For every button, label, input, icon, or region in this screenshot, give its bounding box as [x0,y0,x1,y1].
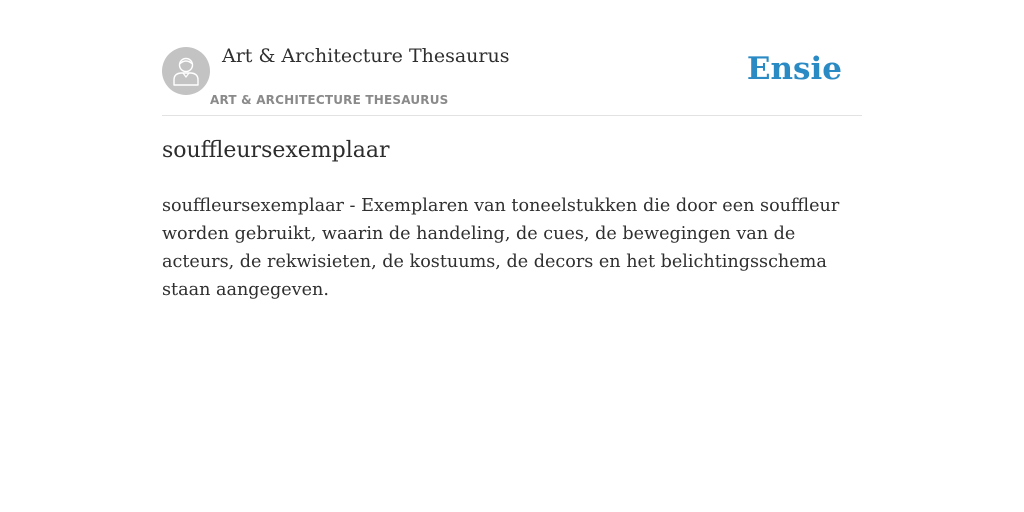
author-subtitle: ART & ARCHITECTURE THESAURUS [210,93,449,107]
brand-logo[interactable]: Ensie [746,51,842,87]
content-container [162,0,862,300]
header [162,0,862,116]
page-title: souffleursexemplaar [162,138,390,163]
user-icon [172,56,200,86]
avatar[interactable] [162,47,210,95]
article-body: souffleursexemplaar - Exemplaren van toneelstukken die door een souffleur worden gebruikt, waarin de handeling, de cues, de bewegingen van de acteurs, de rekwisieten, de kostuums, de decors en het belichtingsschema staan aangegeven. [162,196,840,300]
author-name[interactable]: Art & Architecture Thesaurus [222,45,510,67]
